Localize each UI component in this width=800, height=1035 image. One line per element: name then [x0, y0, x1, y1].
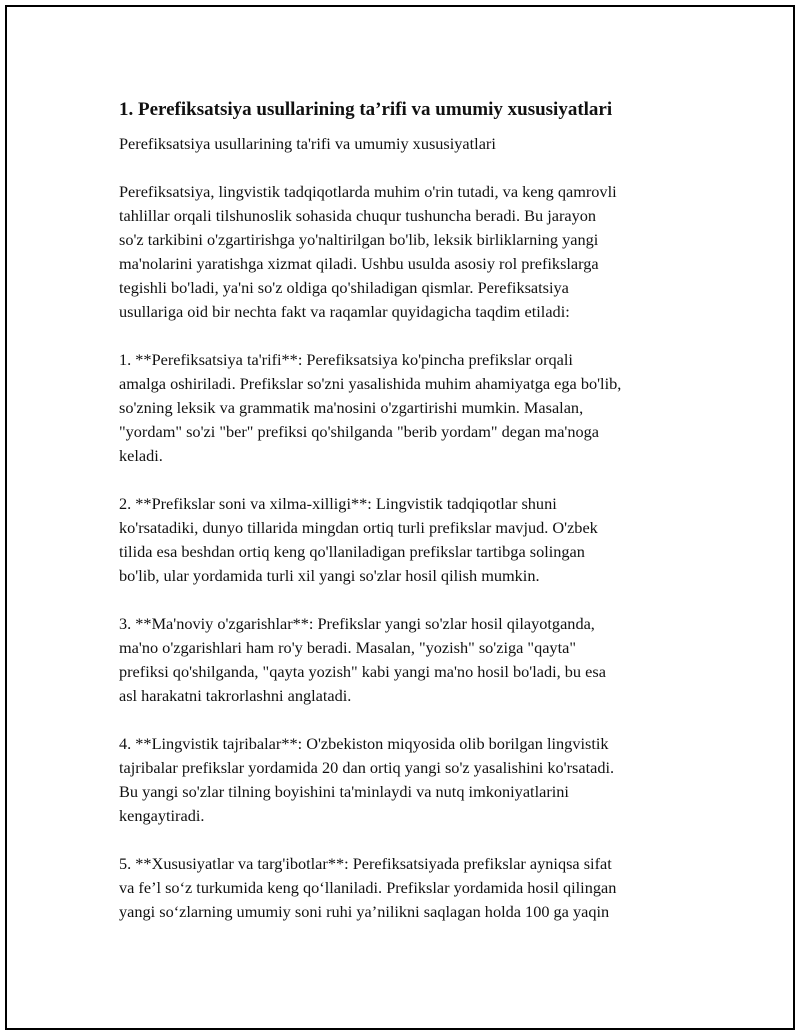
paragraph-line: bo'lib, ular yordamida turli xil yangi so'zlar hosil qilish mumkin.: [119, 566, 540, 585]
paragraph-line: 5. **Xususiyatlar va targ'ibotlar**: Perefiksatsiyada prefikslar ayniqsa sifat: [119, 854, 612, 873]
point-5-paragraph: [119, 852, 709, 924]
paragraph-line: ma'no o'zgarishlari ham ro'y beradi. Masalan, "yozish" so'ziga "qayta": [119, 638, 576, 657]
paragraph-line: kengaytiradi.: [119, 806, 205, 825]
point-4-paragraph: [119, 732, 709, 828]
paragraph-line: Bu yangi so'zlar tilning boyishini ta'minlaydi va nutq imkoniyatlarini: [119, 782, 569, 801]
paragraph-line: Perefiksatsiya, lingvistik tadqiqotlarda muhim o'rin tutadi, va keng qamrovli: [119, 182, 617, 201]
paragraph-line: va fe’l so‘z turkumida keng qo‘llaniladi. Prefikslar yordamida hosil qilingan: [119, 878, 617, 897]
intro-paragraph: [119, 180, 709, 324]
point-1-paragraph: [119, 348, 709, 468]
section-heading: 1. Perefiksatsiya usullarining ta’rifi va umumiy xususiyatlari: [119, 99, 613, 120]
point-2-paragraph: [119, 492, 709, 588]
paragraph-line: tahlillar orqali tilshunoslik sohasida chuqur tushuncha beradi. Bu jarayon: [119, 206, 597, 225]
paragraph-line: 2. **Prefikslar soni va xilma-xilligi**: Lingvistik tadqiqotlar shuni: [119, 494, 557, 513]
paragraph-line: prefiksi qo'shilganda, "qayta yozish" kabi yangi ma'no hosil bo'ladi, bu esa: [119, 662, 606, 681]
document-body: [119, 97, 709, 948]
paragraph-line: 1. **Perefiksatsiya ta'rifi**: Perefiksatsiya ko'pincha prefikslar orqali: [119, 350, 573, 369]
paragraph-line: yangi so‘zlarning umumiy soni ruhi ya’nilikni saqlagan holda 100 ga yaqin: [119, 902, 610, 921]
paragraph-line: so'z tarkibini o'zgartirishga yo'naltirilgan bo'lib, leksik birliklarning yangi: [119, 230, 599, 249]
paragraph-line: tajribalar prefikslar yordamida 20 dan ortiq yangi so'z yasalishini ko'rsatadi.: [119, 758, 615, 777]
paragraph-line: usullariga oid bir nechta fakt va raqamlar quyidagicha taqdim etiladi:: [119, 302, 570, 321]
paragraph-line: 4. **Lingvistik tajribalar**: O'zbekiston miqyosida olib borilgan lingvistik: [119, 734, 609, 753]
paragraph-line: keladi.: [119, 446, 163, 465]
page-frame: [5, 5, 795, 1030]
paragraph-line: asl harakatni takrorlashni anglatadi.: [119, 686, 352, 705]
point-3-paragraph: [119, 612, 709, 708]
paragraph-line: so'zning leksik va grammatik ma'nosini o'zgartirishi mumkin. Masalan,: [119, 398, 584, 417]
paragraph-line: "yordam" so'zi "ber" prefiksi qo'shilganda "berib yordam" degan ma'noga: [119, 422, 600, 441]
paragraph-line: tegishli bo'ladi, ya'ni so'z oldiga qo'shiladigan qismlar. Perefiksatsiya: [119, 278, 569, 297]
section-subtitle: Perefiksatsiya usullarining ta'rifi va umumiy xususiyatlari: [119, 134, 496, 153]
paragraph-line: ma'nolarini yaratishga xizmat qiladi. Ushbu usulda asosiy rol prefikslarga: [119, 254, 599, 273]
paragraph-line: tilida esa beshdan ortiq keng qo'llaniladigan prefikslar tartibga solingan: [119, 542, 585, 561]
paragraph-line: ko'rsatadiki, dunyo tillarida mingdan ortiq turli prefikslar mavjud. O'zbek: [119, 518, 598, 537]
paragraph-line: amalga oshiriladi. Prefikslar so'zni yasalishida muhim ahamiyatga ega bo'lib,: [119, 374, 622, 393]
paragraph-line: 3. **Ma'noviy o'zgarishlar**: Prefikslar yangi so'zlar hosil qilayotganda,: [119, 614, 595, 633]
